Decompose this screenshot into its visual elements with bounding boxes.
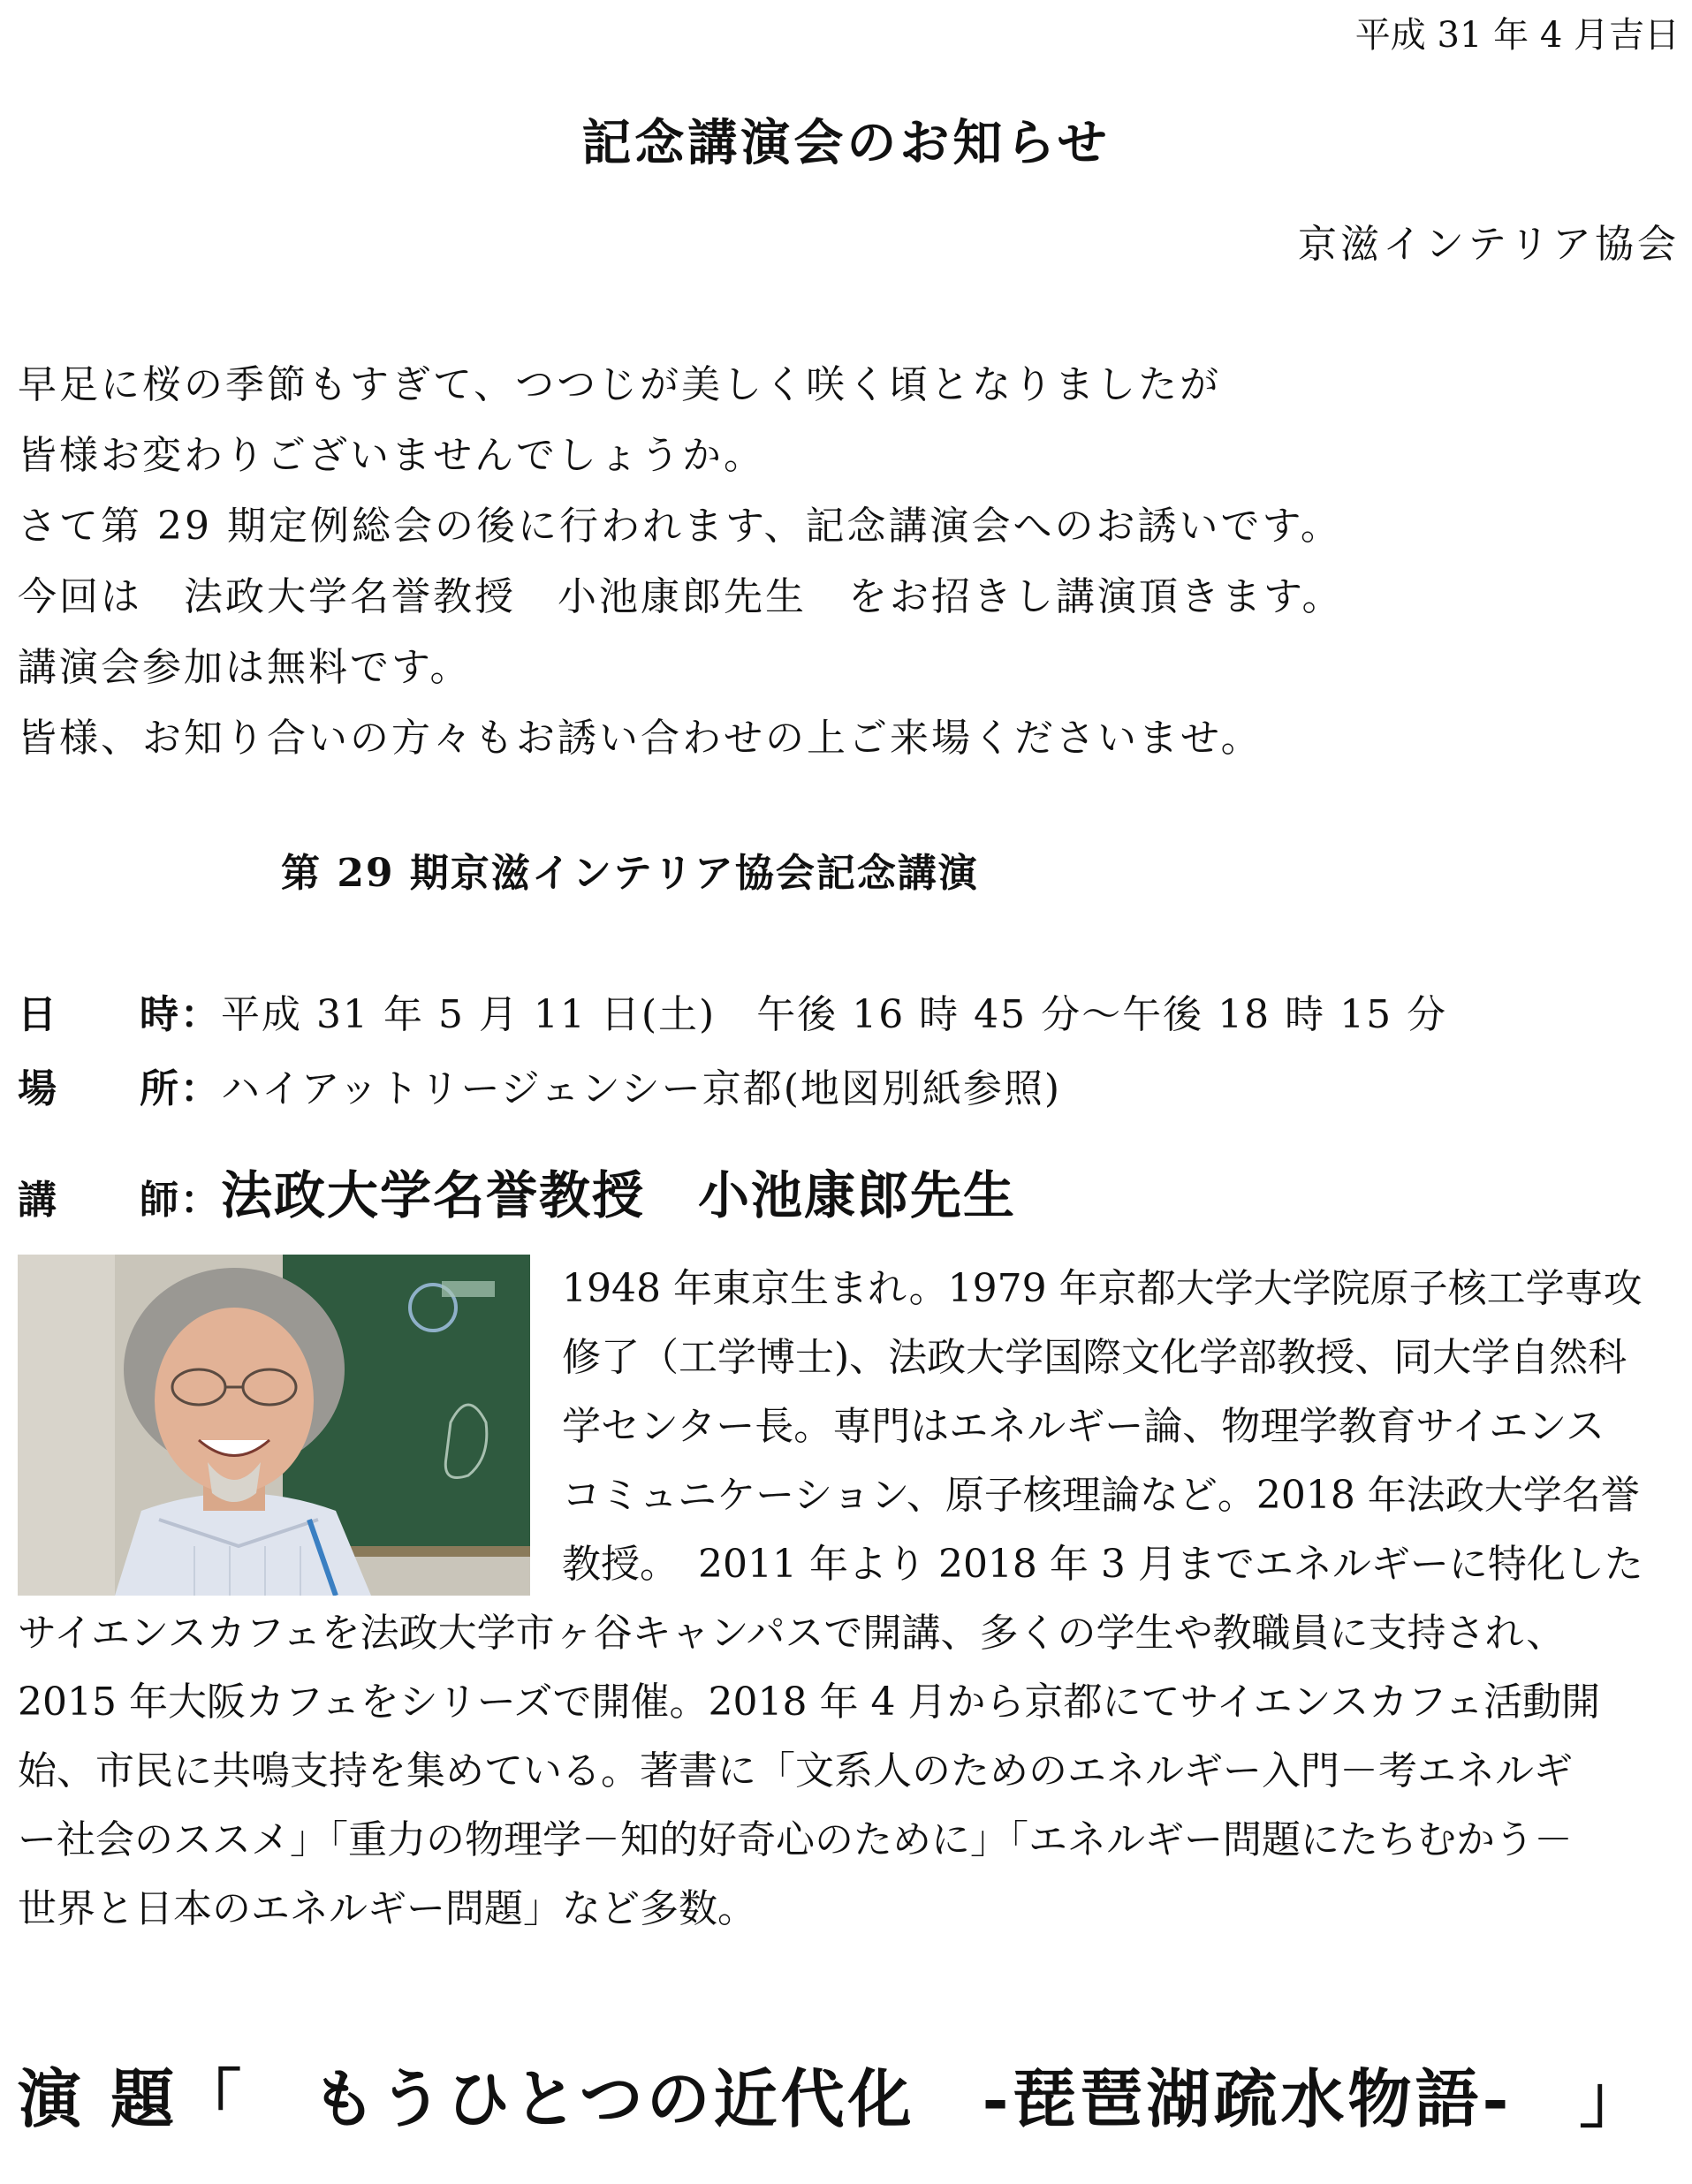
event-date-row <box>18 982 1447 1039</box>
bio-line: 1948 年東京生まれ。1979 年京都大学大学院原子核工学専攻 <box>562 1266 1643 1311</box>
intro-paragraph <box>18 350 1343 774</box>
document-date: 平成 31 年 4 月吉日 <box>1354 15 1680 56</box>
bio-line: 始、市民に共鳴支持を集めている。著書に「文系人のためのエネルギー入門－考エネルギ <box>18 1748 1573 1793</box>
lecture-theme: 演 題「 もうひとつの近代化 -琵琶湖疏水物語- 」 <box>18 2061 1647 2136</box>
intro-line: 講演会参加は無料です。 <box>18 645 472 690</box>
date-label: 日 時： <box>18 992 221 1037</box>
lecturer-photo <box>18 1255 530 1596</box>
page-title: 記念講演会のお知らせ <box>581 114 1111 172</box>
intro-line: さて第 29 期定例総会の後に行われます、記念講演会へのお誘いです。 <box>18 504 1342 549</box>
intro-line: 皆様お変わりございませんでしょうか。 <box>18 433 765 478</box>
intro-line: 早足に桜の季節もすぎて、つつじが美しく咲く頃となりましたが <box>18 362 1222 407</box>
date-value: 平成 31 年 5 月 11 日(土) 午後 16 時 45 分～午後 18 時 15 分 <box>221 992 1448 1037</box>
bio-line: コミュニケーション、原子核理論など。2018 年法政大学名誉 <box>562 1473 1640 1518</box>
lecturer-row <box>18 1154 1016 1228</box>
organization-name: 京滋インテリア協会 <box>1298 222 1680 267</box>
event-subtitle: 第 29 期京滋インテリア協会記念講演 <box>281 851 979 896</box>
lecturer-name: 法政大学名誉教授 小池康郎先生 <box>221 1165 1017 1225</box>
bio-line: 世界と日本のエネルギー問題」など多数。 <box>18 1886 756 1931</box>
bio-line: ー社会のススメ」「重力の物理学－知的好奇心のために」「エネルギー問題にたちむかう－ <box>18 1817 1573 1862</box>
place-label: 場 所： <box>18 1066 221 1111</box>
event-place-row <box>18 1057 1061 1113</box>
intro-line: 皆様、お知り合いの方々もお誘い合わせの上ご来場くださいませ。 <box>18 716 1263 761</box>
lecturer-bio-top <box>562 1255 1679 1599</box>
lecturer-label: 講 師： <box>18 1178 221 1223</box>
bio-line: サイエンスカフェを法政大学市ヶ谷キャンパスで開講、多くの学生や教職員に支持され、 <box>18 1611 1566 1656</box>
bio-line: 2015 年大阪カフェをシリーズで開催。2018 年 4 月から京都にてサイエンスカフェ活動開 <box>18 1680 1601 1725</box>
bio-line: 修了（工学博士)、法政大学国際文化学部教授、同大学自然科 <box>562 1335 1628 1380</box>
place-value: ハイアットリージェンシー京都(地図別紙参照) <box>221 1066 1062 1111</box>
bio-line: 教授。 2011 年より 2018 年 3 月までエネルギーに特化した <box>562 1542 1643 1587</box>
bio-line: 学センター長。専門はエネルギー論、物理学教育サイエンス <box>562 1404 1605 1449</box>
lecturer-bio-continued <box>18 1599 1679 1944</box>
intro-line: 今回は 法政大学名誉教授 小池康郎先生 をお招きし講演頂きます。 <box>18 574 1344 619</box>
